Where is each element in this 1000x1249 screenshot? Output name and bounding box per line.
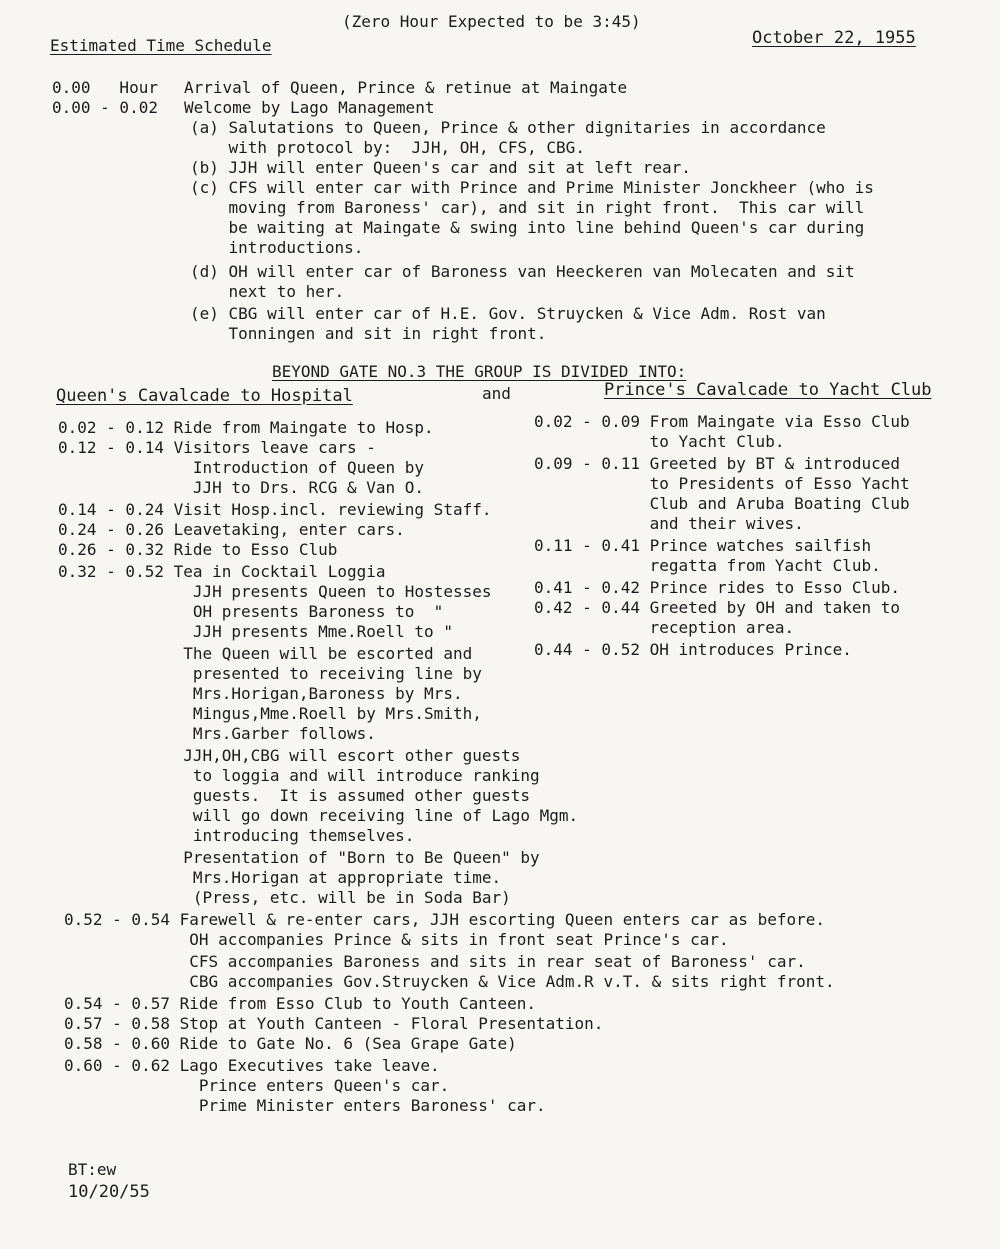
closing-line: 0.54 - 0.57 Ride from Esso Club to Youth Canteen. [64,994,537,1013]
time-range: 0.00 - 0.02 [52,98,158,117]
prince-line: 0.41 - 0.42 Prince rides to Esso Club. [534,578,901,597]
closing-line: 0.52 - 0.54 Farewell & re-enter cars, JJH escorting Queen enters car as before. [64,910,825,929]
document-date: October 22, 1955 [752,28,916,48]
typist-initials: BT:ew [68,1160,117,1179]
closing-line: CFS accompanies Baroness and sits in rear seat of Baroness' car. [64,952,806,971]
queen-line: to loggia and will introduce ranking [58,766,540,785]
queen-line: will go down receiving line of Lago Mgm. [58,806,579,825]
prince-line: 0.44 - 0.52 OH introduces Prince. [534,640,852,659]
zero-hour-note: (Zero Hour Expected to be 3:45) [342,12,641,31]
queen-line: introducing themselves. [58,826,415,845]
protocol-line: moving from Baroness' car), and sit in right front. This car will [190,198,865,217]
prince-line: 0.09 - 0.11 Greeted by BT & introduced [534,454,901,473]
protocol-line: (c) CFS will enter car with Prince and Prime Minister Jonckheer (who is [190,178,874,197]
prince-line: regatta from Yacht Club. [534,556,881,575]
queen-line: presented to receiving line by [58,664,482,683]
prince-line: to Yacht Club. [534,432,785,451]
queen-line: 0.14 - 0.24 Visit Hosp.incl. reviewing Staff. [58,500,492,519]
queen-line: JJH to Drs. RCG & Van O. [58,478,425,497]
event-text: Arrival of Queen, Prince & retinue at Maingate [184,78,628,97]
queen-line: Mrs.Horigan,Baroness by Mrs. [58,684,463,703]
queen-line: JJH,OH,CBG will escort other guests [58,746,521,765]
closing-line: 0.57 - 0.58 Stop at Youth Canteen - Floral Presentation. [64,1014,604,1033]
prince-line: 0.02 - 0.09 From Maingate via Esso Club [534,412,910,431]
prince-line: reception area. [534,618,795,637]
queen-line: Mrs.Horigan at appropriate time. [58,868,502,887]
queen-line: Presentation of "Born to Be Queen" by [58,848,540,867]
document-title: Estimated Time Schedule [50,36,272,55]
schedule-line [52,98,434,118]
queen-cavalcade-heading: Queen's Cavalcade to Hospital [56,386,353,406]
queen-line: 0.26 - 0.32 Ride to Esso Club [58,540,338,559]
closing-line: 0.58 - 0.60 Ride to Gate No. 6 (Sea Grape Gate) [64,1034,517,1053]
queen-line: 0.32 - 0.52 Tea in Cocktail Loggia [58,562,386,581]
queen-line: guests. It is assumed other guests [58,786,531,805]
queen-line: Introduction of Queen by [58,458,425,477]
event-text: Welcome by Lago Management [184,98,435,117]
queen-line: Mingus,Mme.Roell by Mrs.Smith, [58,704,482,723]
protocol-line: be waiting at Maingate & swing into line behind Queen's car during [190,218,865,237]
queen-line: OH presents Baroness to " [58,602,444,621]
protocol-line: (b) JJH will enter Queen's car and sit at left rear. [190,158,691,177]
protocol-line: with protocol by: JJH, OH, CFS, CBG. [190,138,585,157]
prince-line: and their wives. [534,514,804,533]
queen-line: (Press, etc. will be in Soda Bar) [58,888,511,907]
group-divider-heading: BEYOND GATE NO.3 THE GROUP IS DIVIDED INTO: [272,362,687,381]
time-range: 0.00 Hour [52,78,158,97]
closing-line: OH accompanies Prince & sits in front seat Prince's car. [64,930,729,949]
closing-line: CBG accompanies Gov.Struycken & Vice Adm.R v.T. & sits right front. [64,972,835,991]
protocol-line: (d) OH will enter car of Baroness van Heeckeren van Molecaten and sit [190,262,855,281]
closing-line: Prime Minister enters Baroness' car. [64,1096,546,1115]
protocol-line: (a) Salutations to Queen, Prince & other dignitaries in accordance [190,118,826,137]
prince-line: to Presidents of Esso Yacht [534,474,910,493]
prince-line: 0.42 - 0.44 Greeted by OH and taken to [534,598,901,617]
protocol-line: Tonningen and sit in right front. [190,324,547,343]
queen-line: 0.02 - 0.12 Ride from Maingate to Hosp. [58,418,434,437]
queen-line: 0.24 - 0.26 Leavetaking, enter cars. [58,520,405,539]
protocol-line: next to her. [190,282,345,301]
queen-line: JJH presents Queen to Hostesses [58,582,492,601]
prince-line: 0.11 - 0.41 Prince watches sailfish [534,536,872,555]
closing-line: 0.60 - 0.62 Lago Executives take leave. [64,1056,440,1075]
closing-line: Prince enters Queen's car. [64,1076,450,1095]
schedule-line [52,78,627,98]
queen-line: Mrs.Garber follows. [58,724,376,743]
queen-line: JJH presents Mme.Roell to " [58,622,453,641]
and-connector: and [482,384,511,403]
protocol-line: introductions. [190,238,364,257]
protocol-line: (e) CBG will enter car of H.E. Gov. Struycken & Vice Adm. Rost van [190,304,826,323]
queen-line: 0.12 - 0.14 Visitors leave cars - [58,438,376,457]
queen-line: The Queen will be escorted and [58,644,473,663]
prince-line: Club and Aruba Boating Club [534,494,910,513]
prince-cavalcade-heading: Prince's Cavalcade to Yacht Club [604,380,932,400]
footer-date: 10/20/55 [68,1182,150,1202]
